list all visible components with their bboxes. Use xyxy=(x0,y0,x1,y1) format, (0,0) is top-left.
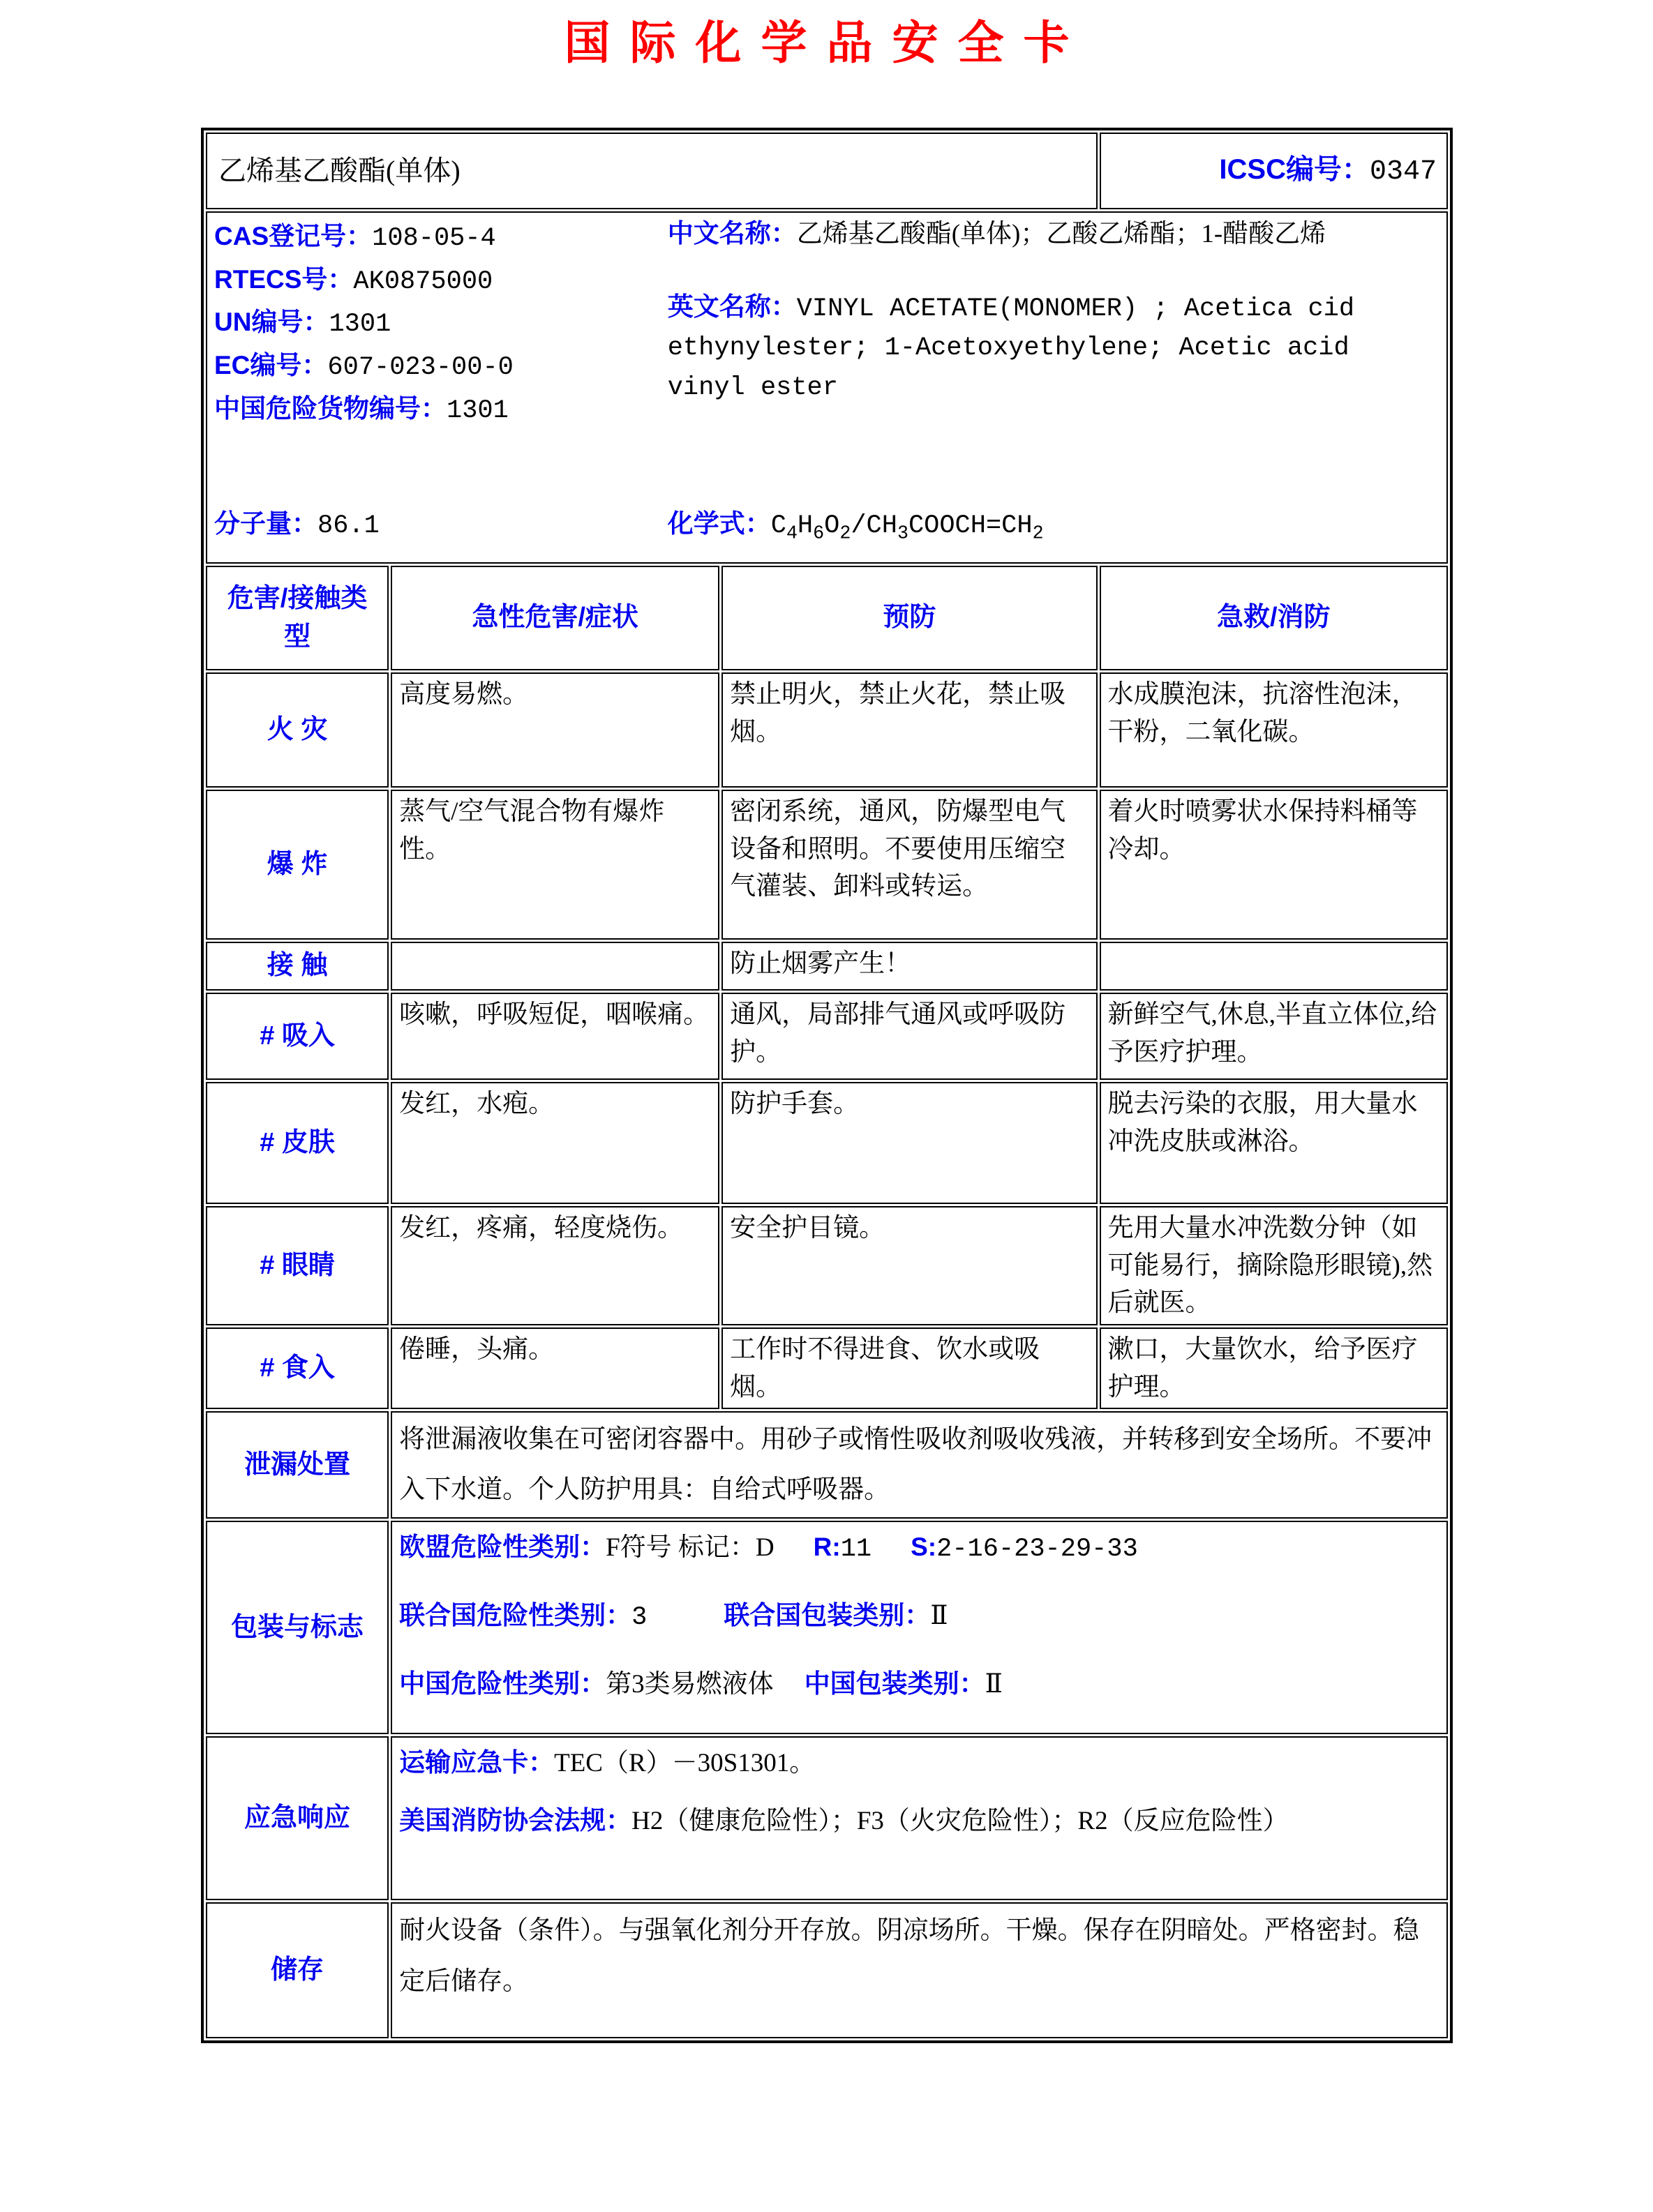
symptoms-cell: 倦睡，头痛。 xyxy=(391,1327,719,1409)
emergency-response-cell xyxy=(391,1736,1448,1900)
un-packing-group-value: Ⅱ xyxy=(930,1602,948,1631)
icsc-number-cell xyxy=(1100,133,1448,209)
china-dg-number-line xyxy=(214,390,668,430)
ec-number-line xyxy=(214,347,668,387)
header-hazard-type: 危害/接触类型 xyxy=(206,566,389,670)
info-cell xyxy=(206,211,1448,564)
hazard-type-cell: # 皮肤 xyxy=(206,1082,389,1204)
hazard-type-cell: # 食入 xyxy=(206,1327,389,1409)
prevention-cell: 安全护目镜。 xyxy=(721,1206,1097,1325)
un-hazard-class-value: 3 xyxy=(631,1603,648,1633)
china-class-line xyxy=(399,1665,1439,1703)
symptoms-cell: 发红，水疱。 xyxy=(391,1082,719,1204)
un-label: UN编号： xyxy=(214,308,329,337)
chemical-formula-label: 化学式： xyxy=(667,509,771,539)
icsc-card xyxy=(201,128,1453,2043)
un-number-line xyxy=(214,303,668,344)
eu-hazard-class-value: F符号 标记：D xyxy=(606,1533,775,1563)
firstaid-cell xyxy=(1100,942,1448,991)
nfpa-code-value: H2（健康危险性）；F3（火灾危险性）；R2（反应危险性） xyxy=(631,1807,1289,1836)
rtecs-number-line xyxy=(214,261,668,301)
identifier-list xyxy=(214,215,668,432)
rtecs-value: AK0875000 xyxy=(353,266,493,296)
header-acute-symptoms: 急性危害/症状 xyxy=(391,566,719,670)
chemical-formula: $C_4H_6O_2/CH_3COOCH=CH_2$ xyxy=(770,511,1044,544)
hazard-header-row xyxy=(206,566,1448,670)
eu-hazard-class-line xyxy=(399,1528,1439,1569)
packaging-labelling-cell xyxy=(391,1521,1448,1734)
hazard-type-cell: 爆 炸 xyxy=(206,790,389,940)
name-block xyxy=(668,215,1439,432)
prevention-cell: 禁止明火，禁止火花，禁止吸烟。 xyxy=(721,672,1097,788)
hazard-row-skin xyxy=(206,1082,1448,1204)
substance-name-text: 乙烯基乙酸酯(单体) xyxy=(218,155,461,186)
hazard-type-cell: # 眼睛 xyxy=(206,1206,389,1325)
firstaid-cell: 着火时喷雾状水保持料桶等冷却。 xyxy=(1100,790,1448,940)
chinese-name-line xyxy=(668,215,1439,253)
symptoms-cell xyxy=(391,942,719,991)
hazard-type-cell: # 吸入 xyxy=(206,993,389,1080)
china-packing-group-value: Ⅱ xyxy=(985,1669,1003,1699)
icsc-number-value: 0347 xyxy=(1369,156,1437,188)
un-hazard-class-label: 联合国危险性类别： xyxy=(399,1601,632,1630)
s-phrases-label: S: xyxy=(911,1533,937,1562)
nfpa-code-line xyxy=(399,1802,1439,1840)
hazard-row-eyes xyxy=(206,1206,1448,1325)
symptoms-cell: 高度易燃。 xyxy=(391,672,719,788)
emergency-response-label: 应急响应 xyxy=(206,1736,389,1900)
un-packing-group-label: 联合国包装类别： xyxy=(724,1601,931,1630)
china-dg-label: 中国危险货物编号： xyxy=(214,393,447,423)
symptoms-cell: 发红，疼痛，轻度烧伤。 xyxy=(391,1206,719,1325)
hazard-row-ingestion xyxy=(206,1327,1448,1409)
firstaid-cell: 先用大量水冲洗数分钟（如可能易行，摘除隐形眼镜),然后就医。 xyxy=(1100,1206,1448,1325)
chinese-name-label: 中文名称： xyxy=(667,219,797,248)
icsc-card-table xyxy=(201,128,1453,2043)
spill-disposal-text: 将泄漏液收集在可密闭容器中。用砂子或惰性吸收剂吸收残液，并转移到安全场所。不要冲入下水道。个人防护用具：自给式呼吸器。 xyxy=(391,1411,1448,1519)
chemical-formula-line xyxy=(668,505,1439,547)
china-hazard-class-label: 中国危险性类别： xyxy=(399,1669,606,1698)
english-name-line xyxy=(668,288,1439,407)
english-name-value: VINYL ACETATE(MONOMER) ; Acetica cid ethynylester; 1-Acetoxyethylene; Acetic acid vinyl ester xyxy=(667,294,1355,402)
english-name-label: 英文名称： xyxy=(667,292,797,321)
molecular-weight-line xyxy=(214,505,668,547)
storage-text: 耐火设备（条件）。与强氧化剂分开存放。阴凉场所。干燥。保存在阴暗处。严格密封。稳定后储存。 xyxy=(391,1902,1448,2038)
header-prevention: 预防 xyxy=(721,566,1097,670)
emergency-response-row xyxy=(206,1736,1448,1900)
hazard-row-explosion xyxy=(206,790,1448,940)
spill-disposal-row xyxy=(206,1411,1448,1519)
hazard-row-inhalation xyxy=(206,993,1448,1080)
header-firstaid-firefighting: 急救/消防 xyxy=(1100,566,1448,670)
rtecs-label: RTECS号： xyxy=(214,264,354,294)
storage-row xyxy=(206,1902,1448,2038)
prevention-cell: 防护手套。 xyxy=(721,1082,1097,1204)
prevention-cell: 防止烟雾产生！ xyxy=(721,942,1097,991)
hazard-type-cell: 接 触 xyxy=(206,942,389,991)
prevention-cell: 工作时不得进食、饮水或吸烟。 xyxy=(721,1327,1097,1409)
packaging-labelling-row xyxy=(206,1521,1448,1734)
nfpa-code-label: 美国消防协会法规： xyxy=(399,1806,632,1835)
r-phrases-value: 11 xyxy=(840,1535,872,1565)
symptoms-cell: 咳嗽，呼吸短促，咽喉痛。 xyxy=(391,993,719,1080)
chinese-name-value: 乙烯基乙酸酯(单体)；乙酸乙烯酯；1-醋酸乙烯 xyxy=(796,220,1326,248)
un-class-line xyxy=(399,1597,1439,1637)
un-value: 1301 xyxy=(329,310,391,340)
molecular-weight-label: 分子量： xyxy=(214,509,317,539)
page-title: 国际化学品安全卡 xyxy=(564,18,1089,69)
hazard-type-cell: 火 灾 xyxy=(206,672,389,788)
cas-number-line xyxy=(214,218,668,258)
r-phrases-label: R: xyxy=(813,1533,841,1562)
china-hazard-class-value: 第3类易燃液体 xyxy=(606,1669,774,1699)
symptoms-cell: 蒸气/空气混合物有爆炸性。 xyxy=(391,790,719,940)
firstaid-cell: 新鲜空气,休息,半直立体位,给予医疗护理。 xyxy=(1100,993,1448,1080)
s-phrases-value: 2-16-23-29-33 xyxy=(936,1535,1138,1565)
icsc-number-label: ICSC编号： xyxy=(1219,154,1370,185)
firstaid-cell: 漱口，大量饮水，给予医疗护理。 xyxy=(1100,1327,1448,1409)
eu-hazard-class-label: 欧盟危险性类别： xyxy=(399,1533,606,1562)
china-packing-group-label: 中国包装类别： xyxy=(804,1669,985,1698)
storage-label: 储存 xyxy=(206,1902,389,2038)
cas-value: 108-05-4 xyxy=(372,224,496,253)
firstaid-cell: 脱去污染的衣服，用大量水冲洗皮肤或淋浴。 xyxy=(1100,1082,1448,1204)
ec-label: EC编号： xyxy=(214,350,328,379)
firstaid-cell: 水成膜泡沫，抗溶性泡沫，干粉，二氧化碳。 xyxy=(1100,672,1448,788)
molecular-weight-value: 86.1 xyxy=(317,511,380,541)
prevention-cell: 通风，局部排气通风或呼吸防护。 xyxy=(721,993,1097,1080)
china-dg-value: 1301 xyxy=(447,396,509,426)
packaging-labelling-label: 包装与标志 xyxy=(206,1521,389,1734)
cas-label: CAS登记号： xyxy=(214,222,373,250)
hazard-row-fire xyxy=(206,672,1448,788)
spill-disposal-label: 泄漏处置 xyxy=(206,1411,389,1519)
info-row xyxy=(206,211,1448,564)
prevention-cell: 密闭系统，通风，防爆型电气设备和照明。不要使用压缩空气灌装、卸料或转运。 xyxy=(721,790,1097,940)
transport-emergency-card-value: TEC（R）－30S1301。 xyxy=(554,1749,816,1778)
substance-name xyxy=(206,133,1098,209)
transport-emergency-card-label: 运输应急卡： xyxy=(399,1748,555,1777)
transport-emergency-card-line xyxy=(399,1744,1439,1782)
title-row xyxy=(206,133,1448,209)
hazard-row-contact xyxy=(206,942,1448,991)
ec-value: 607-023-00-0 xyxy=(327,352,514,382)
